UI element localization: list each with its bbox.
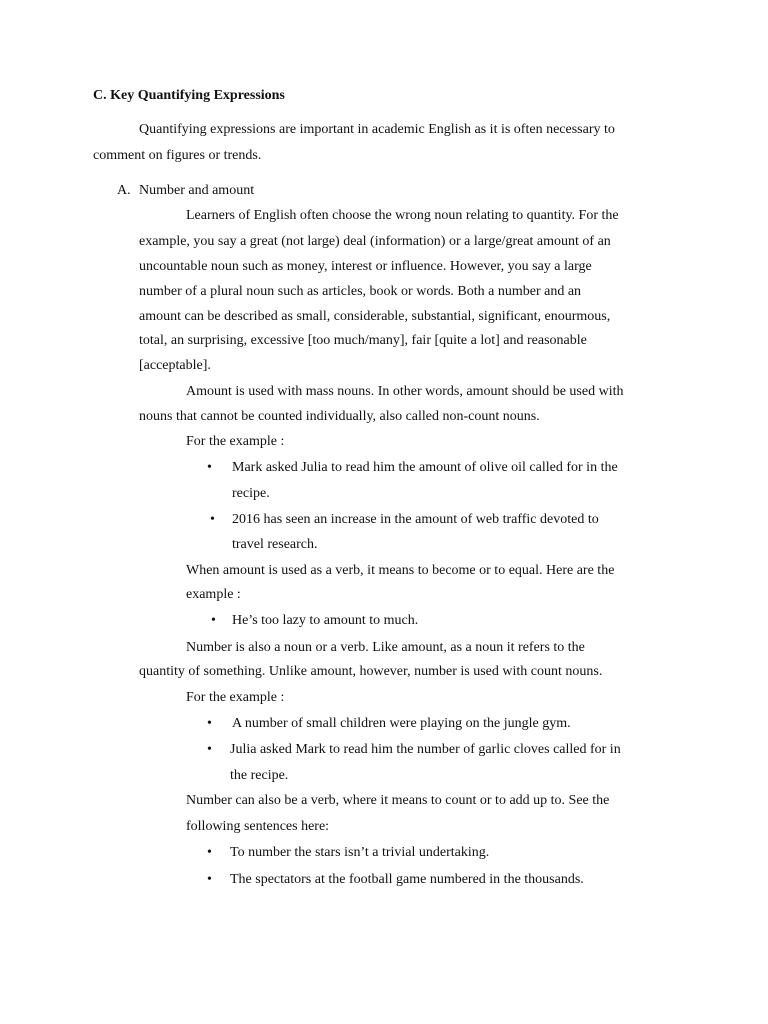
bullet-3-line-1: He’s too lazy to amount to much. [232,613,419,628]
para1-line-2: example, you say a great (not large) deal (information) or a large/great amount of an [139,234,611,249]
section-title: C. Key Quantifying Expressions [93,88,285,103]
intro-line-1: Quantifying expressions are important in academic English as it is often necessary to [139,122,615,137]
bullet-dot: • [207,845,212,860]
bullet-dot: • [211,613,216,628]
bullet-1-line-2: recipe. [232,486,270,501]
para4-line-2: quantity of something. Unlike amount, however, number is used with count nouns. [139,664,603,679]
intro-line-2: comment on figures or trends. [93,148,262,163]
para5-line-1: Number can also be a verb, where it means to count or to add up to. See the [186,793,610,808]
para2-line-2: nouns that cannot be counted individually, also called non-count nouns. [139,409,540,424]
para1-line-4: number of a plural noun such as articles, book or words. Both a number and an [139,284,582,299]
bullet-4-line-1: A number of small children were playing on the jungle gym. [232,716,571,731]
bullet-6-line-1: To number the stars isn’t a trivial undertaking. [230,845,490,860]
bullet-dot: • [207,716,212,731]
example-label-2: For the example : [186,690,285,705]
example-label-1: For the example : [186,434,285,449]
bullet-5-line-1: Julia asked Mark to read him the number of garlic cloves called for in [230,742,621,757]
para3-line-2: example : [186,587,241,602]
para3-line-1: When amount is used as a verb, it means to become or to equal. Here are the [186,563,615,578]
para5-line-2: following sentences here: [186,819,330,834]
bullet-2-line-1: 2016 has seen an increase in the amount of web traffic devoted to [232,512,599,527]
bullet-7-line-1: The spectators at the football game numbered in the thousands. [230,872,584,887]
para2-line-1: Amount is used with mass nouns. In other words, amount should be used with [186,384,624,399]
para1-line-1: Learners of English often choose the wrong noun relating to quantity. For the [186,208,619,223]
para4-line-1: Number is also a noun or a verb. Like amount, as a noun it refers to the [186,640,585,655]
bullet-dot: • [207,460,212,475]
para1-line-3: uncountable noun such as money, interest or influence. However, you say a large [139,259,592,274]
subsection-marker: A. [117,183,131,198]
subsection-title: Number and amount [139,183,255,198]
bullet-1-line-1: Mark asked Julia to read him the amount of olive oil called for in the [232,460,618,475]
bullet-dot: • [207,742,212,757]
bullet-5-line-2: the recipe. [230,768,289,783]
bullet-dot: • [210,512,215,527]
para1-line-5: amount can be described as small, considerable, substantial, significant, enourmous, [139,309,611,324]
para1-line-6: total, an surprising, excessive [too much/many], fair [quite a lot] and reasonable [139,333,587,348]
bullet-2-line-2: travel research. [232,537,318,552]
para1-line-7: [acceptable]. [139,358,211,373]
bullet-dot: • [207,872,212,887]
